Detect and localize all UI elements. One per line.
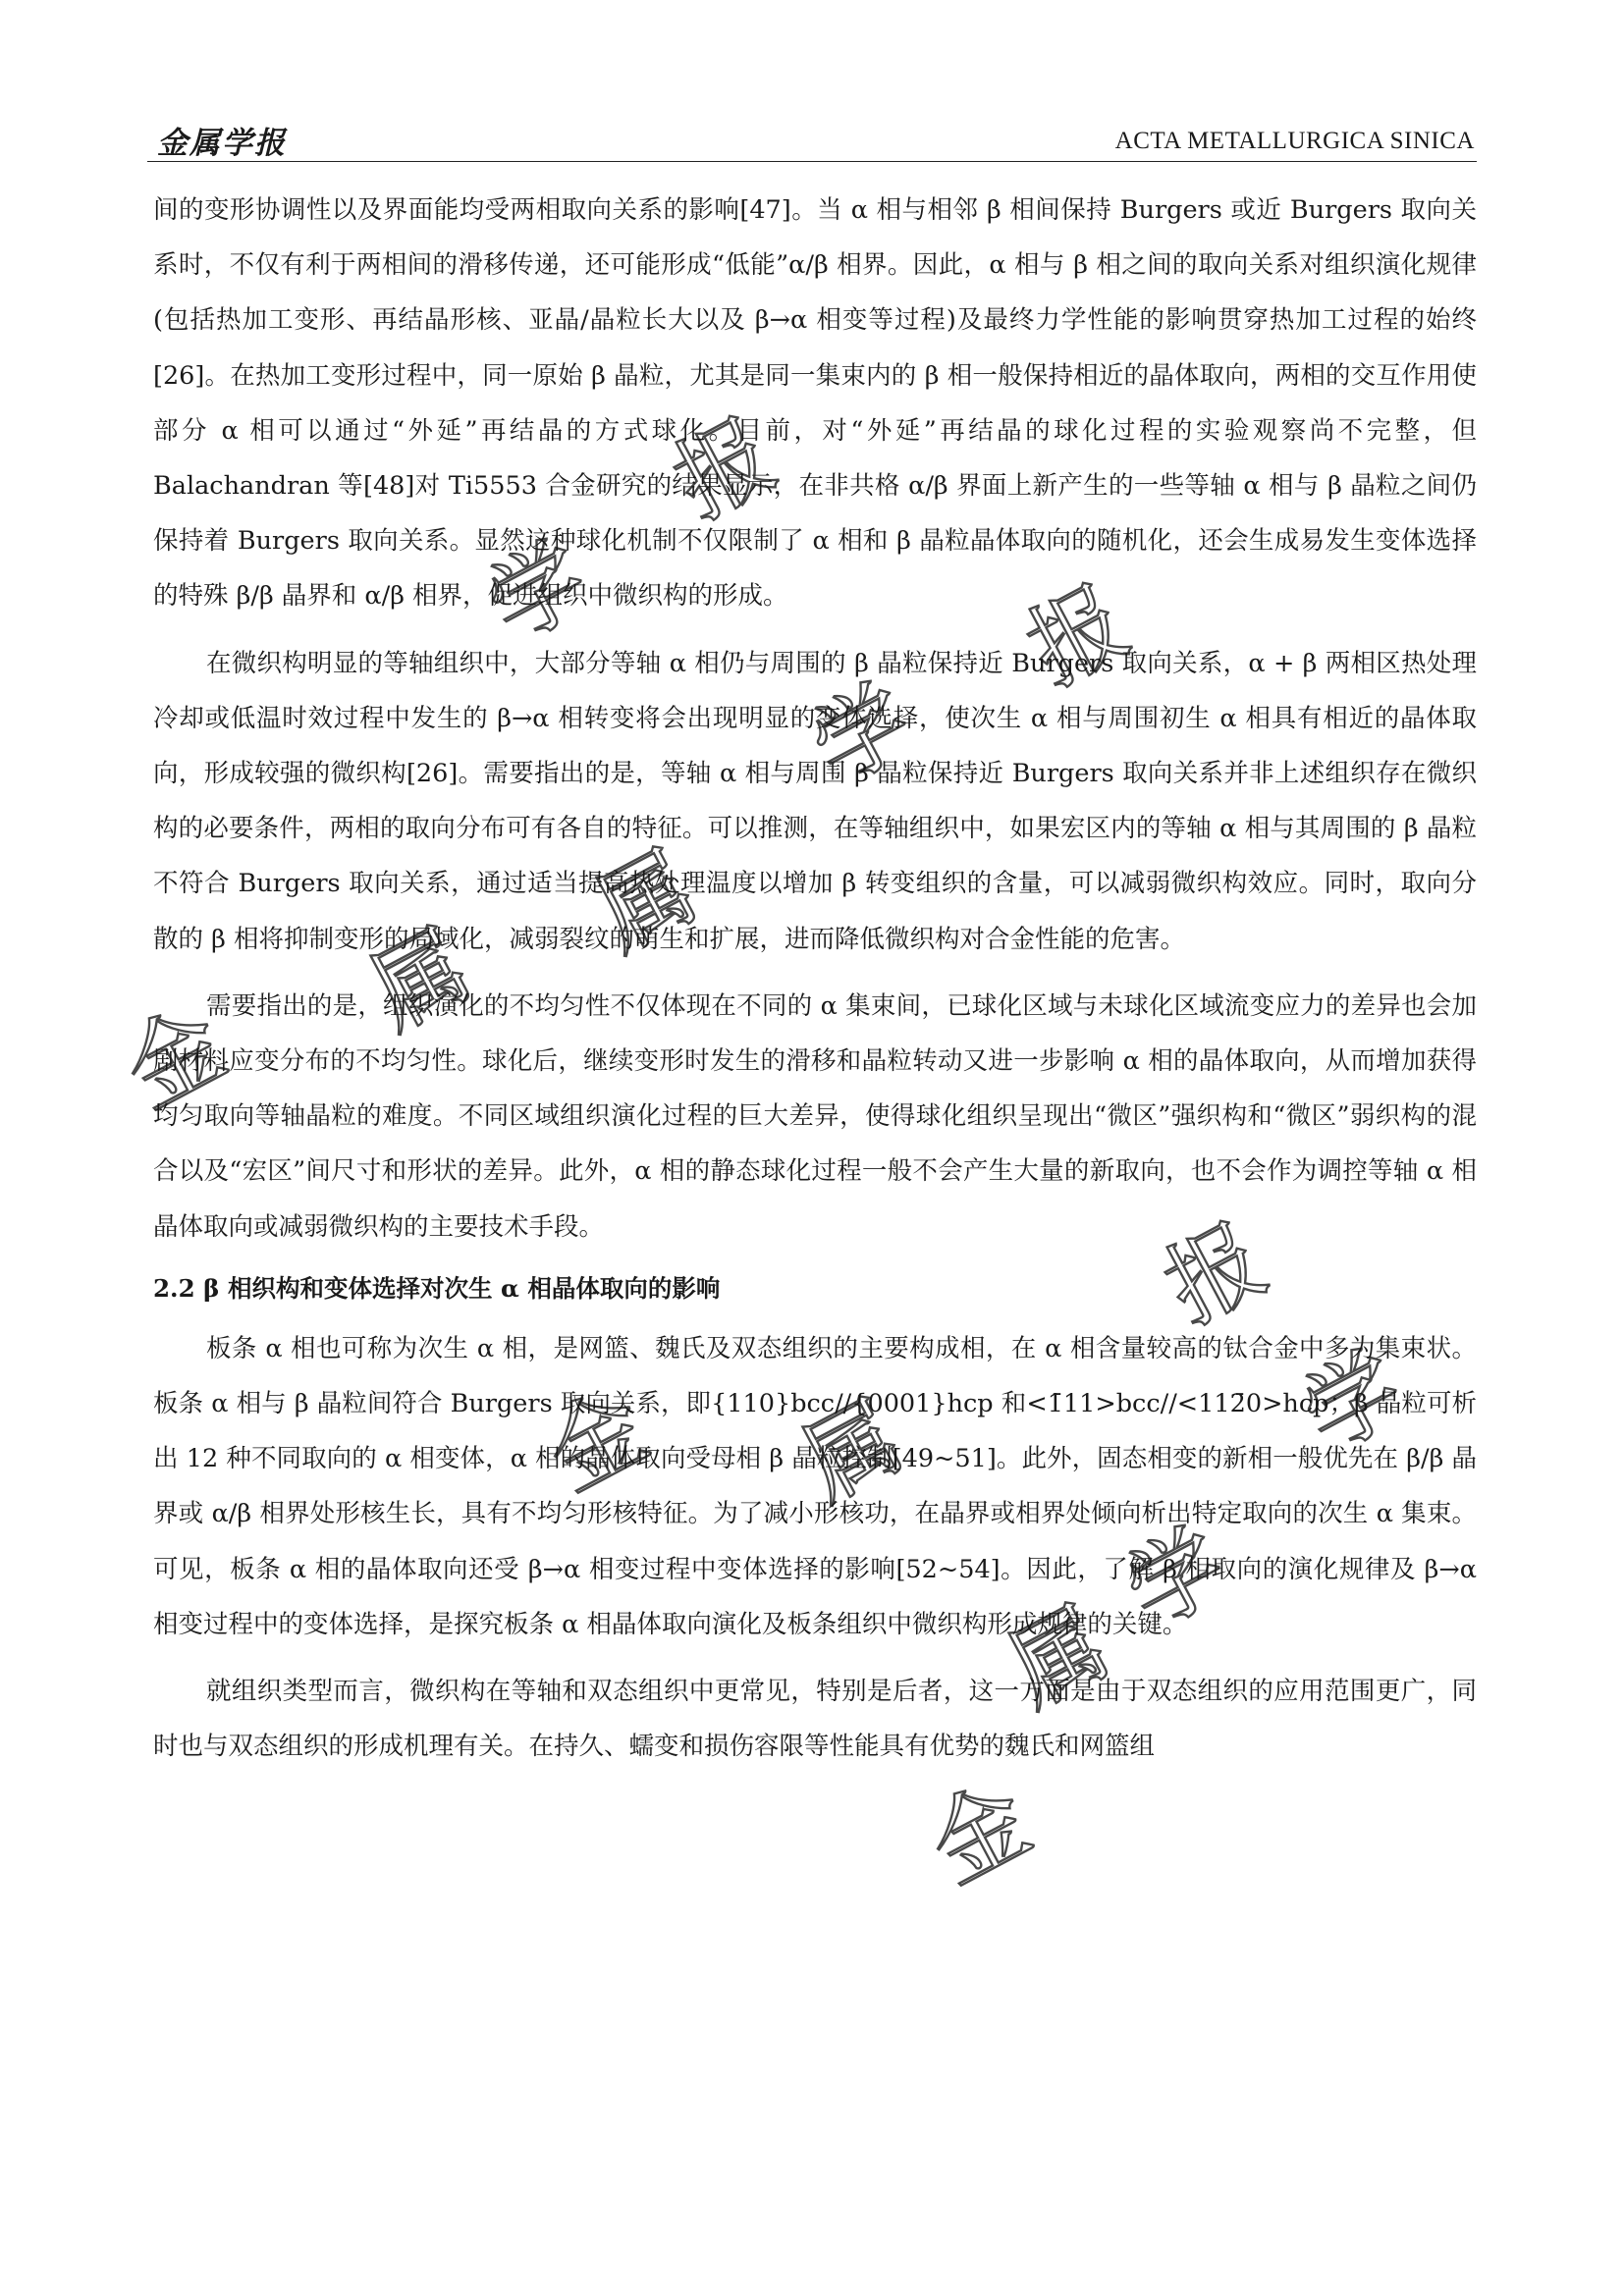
section-number: 2.2 xyxy=(153,1273,195,1303)
watermark-char: 金 xyxy=(107,988,243,1129)
section-heading xyxy=(153,1266,1477,1311)
paragraph-1: 间的变形协调性以及界面能均受两相取向关系的影响[47]。当 α 相与相邻 β 相间保持 Burgers 或近 Burgers 取向关系时，不仅有利于两相间的滑移传递，还可能形成“低能”α/β 相界。因此，α 相与 β 相之间的取向关系对组织演化规律(包括热加工变形、再结晶形核、亚晶/晶粒长大以及 β→α 相变等过程)及最终力学性能的影响贯穿热加工过程的始终[26]。在热加工变形过程中，同一原始 β 晶粒，尤其是同一集束内的 β 相一般保持相近的晶体取向，两相的交互作用使部分 α 相可以通过“外延”再结晶的方式球化。目前，对“外延”再结晶的球化过程的实验观察尚不完整，但 Balachandran 等[48]对 Ti5553 合金研究的结果显示，在非共格 α/β 界面上新产生的一些等轴 α 相与 β 晶粒之间仍保持着 Burgers 取向关系。显然这种球化机制不仅限制了 α 相和 β 晶粒晶体取向的随机化，还会生成易发生变体选择的特殊 β/β 晶界和 α/β 相界，促进组织中微织构的形成。 xyxy=(153,195,1477,612)
journal-logo: 金属学报 xyxy=(157,126,287,161)
watermark-char: 学 xyxy=(794,664,930,805)
journal-name: ACTA METALLURGICA SINICA xyxy=(1114,128,1475,154)
watermark-char: 学 xyxy=(470,521,606,663)
paragraph-4: 板条 α 相也可称为次生 α 相，是网篮、魏氏及双态组织的主要构成相，在 α 相含量较高的钛合金中多为集束状。板条 α 相与 β 晶粒间符合 Burgers 取向关系，即{110}bcc//{0001}hcp 和<1̄11>bcc//<112̄0>hcp；β 晶粒可析出 12 种不同取向的 α 相变体，α 相的晶体取向受母相 β 晶粒控制[49~51]。此外，固态相变的新相一般优先在 β/β 晶界或 α/β 相界处形核生长，具有不均匀形核特征。为了减小形核功，在晶界或相界处倾向析出特定取向的次生 α 集束。可见，板条 α 相的晶体取向还受 β→α 相变过程中变体选择的影响[52~54]。因此，了解 β 相取向的演化规律及 β→α 相变过程中的变体选择，是探究板条 α 相晶体取向演化及板条组织中微织构形成规律的关键。 xyxy=(153,1333,1477,1639)
watermark-char: 属 xyxy=(578,830,714,972)
section-title: β 相织构和变体选择对次生 α 相晶体取向的影响 xyxy=(203,1273,721,1303)
paragraph-2: 在微织构明显的等轴组织中，大部分等轴 α 相仍与周围的 β 晶粒保持近 Burgers 取向关系，α + β 两相区热处理冷却或低温时效过程中发生的 β→α 相转变将会出现明显的变体选择，使次生 α 相与周围初生 α 相具有相近的晶体取向，形成较强的微织构[26]。需要指出的是，等轴 α 相与周围 β 晶粒保持近 Burgers 取向关系并非上述组织存在微织构的必要条件，两相的取向分布可有各自的特征。可以推测，在等轴组织中，如果宏区内的等轴 α 相与其周围的 β 晶粒不符合 Burgers 取向关系，通过适当提高热处理温度以增加 β 转变组织的含量，可以减弱微织构效应。同时，取向分散的 β 相将抑制变形的局域化，减弱裂纹的萌生和扩展，进而降低微织构对合金性能的危害。 xyxy=(153,648,1477,954)
watermark-char: 报 xyxy=(657,399,792,540)
watermark-char: 报 xyxy=(1148,1203,1283,1345)
page-header xyxy=(147,116,1477,162)
watermark-char: 金 xyxy=(912,1763,1048,1904)
article-body xyxy=(153,183,1477,1774)
paragraph-3: 需要指出的是，组织演化的不均匀性不仅体现在不同的 α 集束间，已球化区域与未球化区域流变应力的差异也会加剧材料应变分布的不均匀性。球化后，继续变形时发生的滑移和晶粒转动又进一步影响 α 相的晶体取向，从而增加获得均匀取向等轴晶粒的难度。不同区域组织演化过程的巨大差异，使得球化组织呈现出“微区”强织构和“微区”弱织构的混合以及“宏区”间尺寸和形状的差异。此外，α 相的静态球化过程一般不会产生大量的新取向，也不会作为调控等轴 α 相晶体取向或减弱微织构的主要技术手段。 xyxy=(153,990,1477,1242)
watermark-char: 学 xyxy=(1109,1508,1244,1649)
watermark-char: 金 xyxy=(529,1370,665,1512)
paragraph-5: 就组织类型而言，微织构在等轴和双态组织中更常见，特别是后者，这一方面是由于双态组织的应用范围更广，同时也与双态组织的形成机理有关。在持久、蠕变和损伤容限等性能具有优势的魏氏和网篮组 xyxy=(153,1677,1477,1762)
watermark-char: 报 xyxy=(1010,565,1146,707)
watermark-char: 属 xyxy=(785,1380,920,1522)
watermark-char: 属 xyxy=(991,1586,1126,1728)
watermark-char: 属 xyxy=(352,909,488,1050)
watermark-char: 学 xyxy=(1285,1331,1421,1472)
